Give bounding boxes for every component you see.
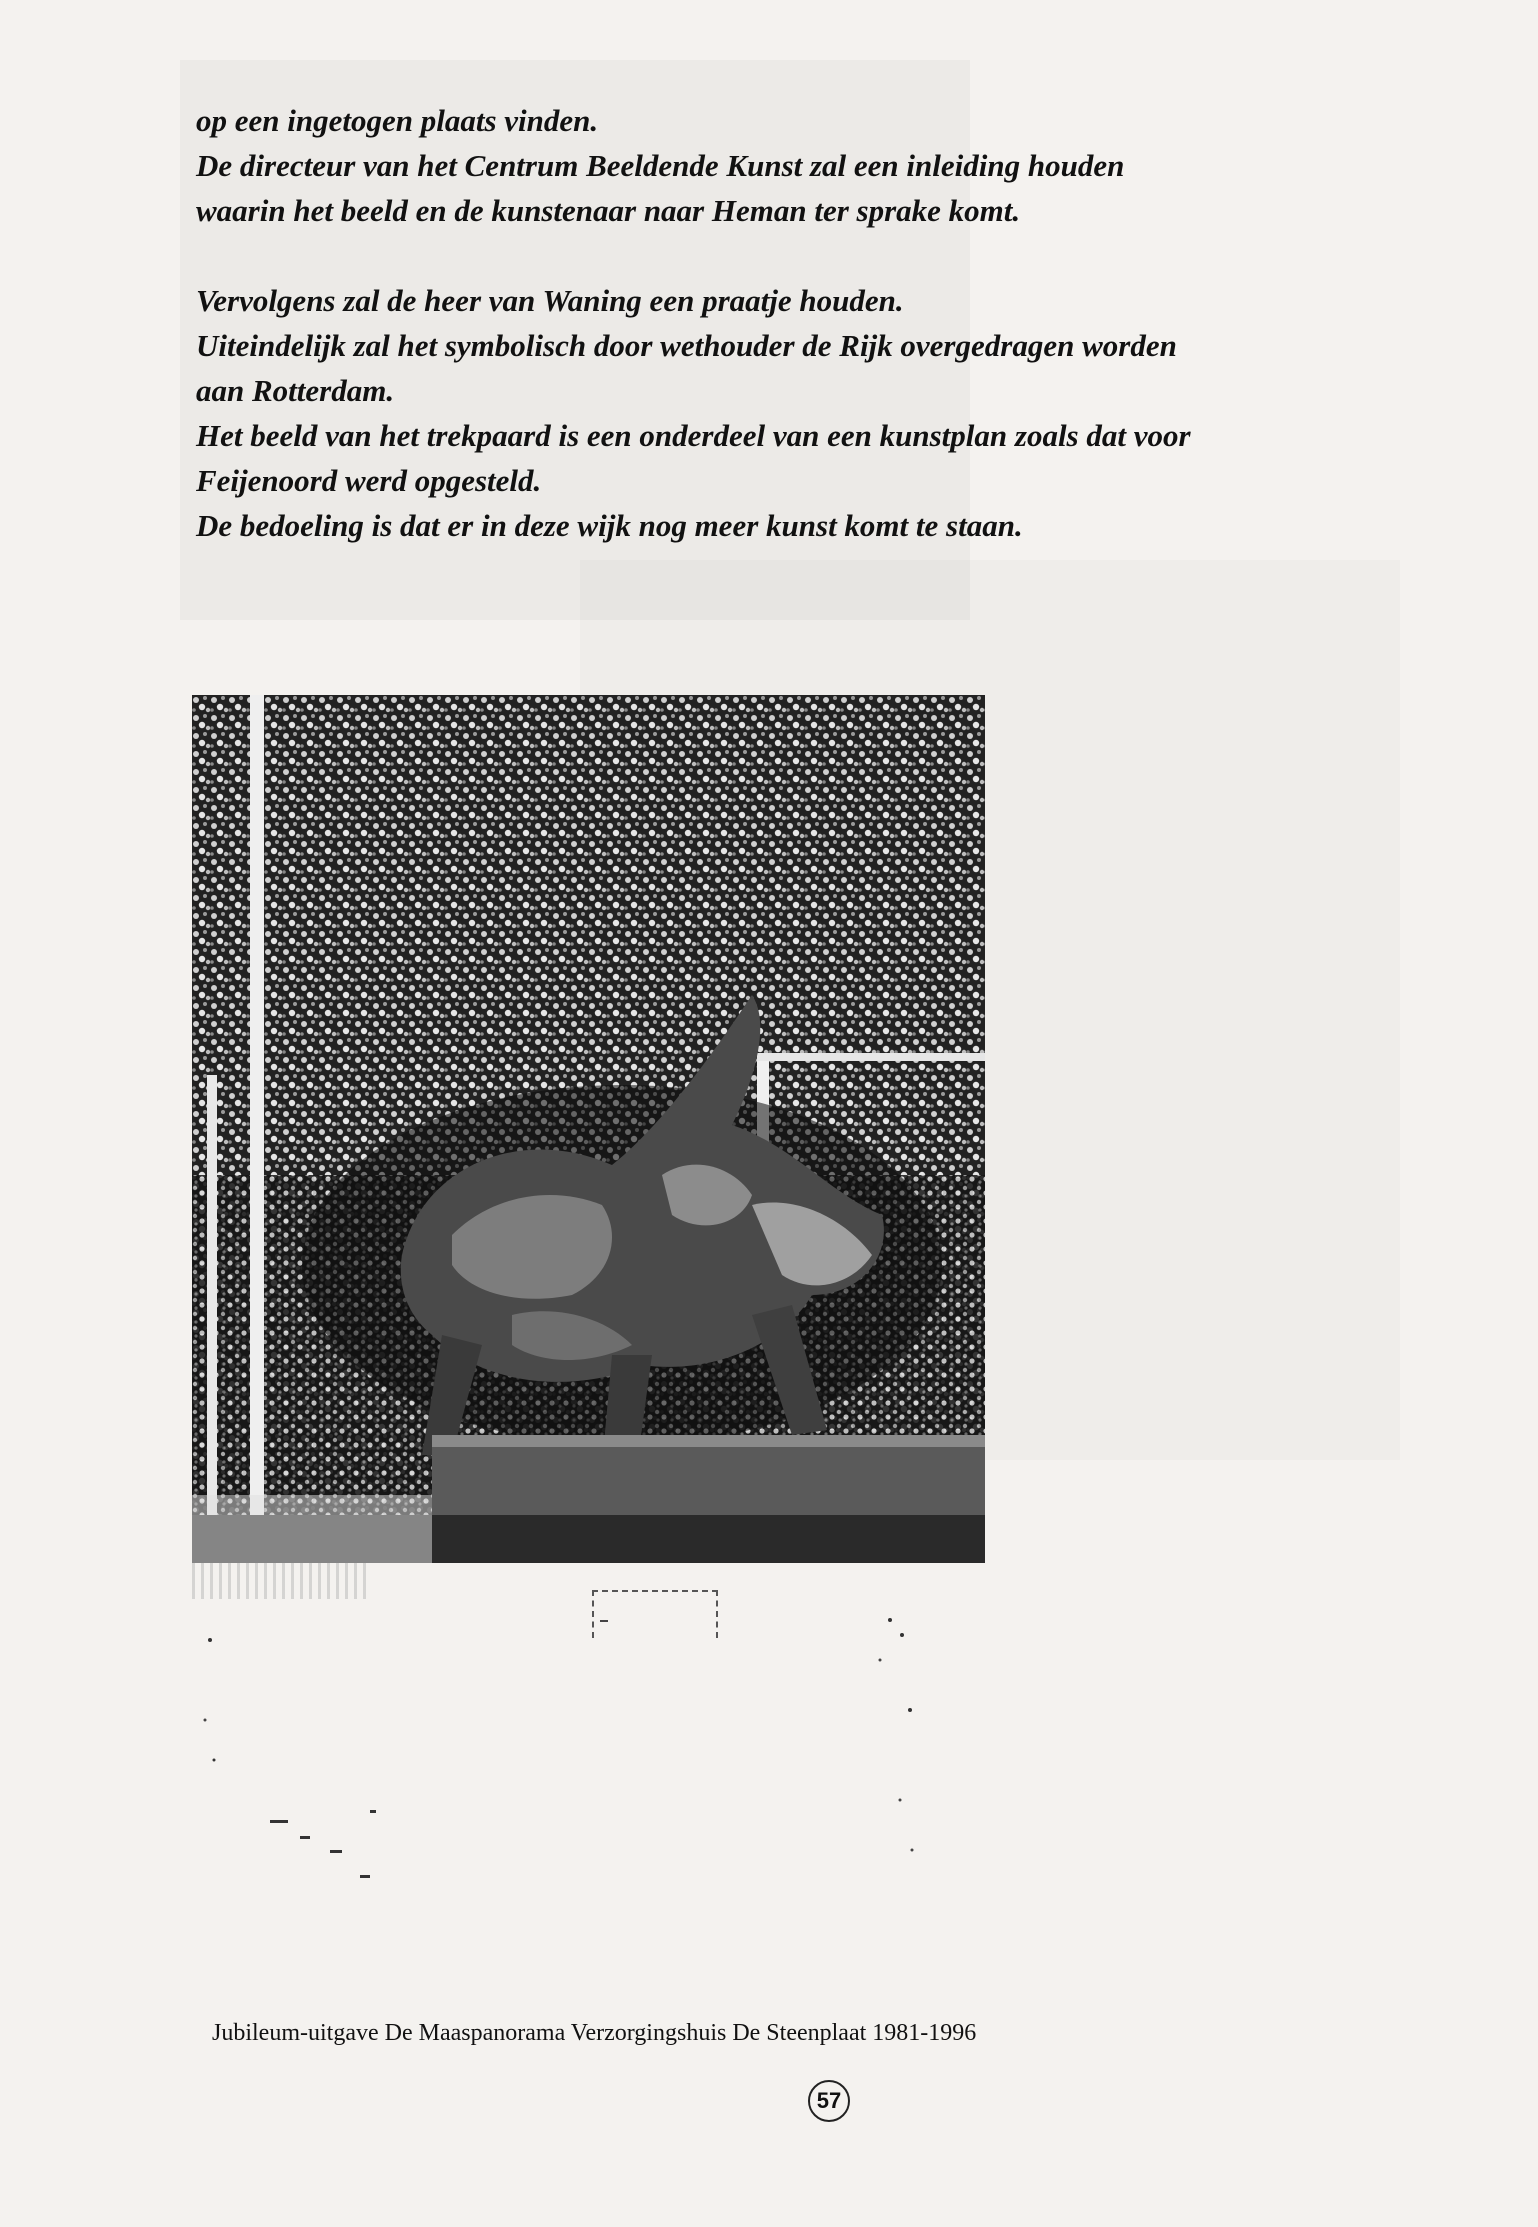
text-line: Feijenoord werd opgesteld. — [196, 463, 542, 498]
text-line: op een ingetogen plaats vinden. — [196, 103, 599, 138]
text-line: waarin het beeld en de kunstenaar naar Heman ter sprake komt. — [196, 193, 1021, 228]
horse-sculpture-photo — [192, 695, 985, 1563]
scan-speckles — [200, 1600, 940, 1900]
text-line: Uiteindelijk zal het symbolisch door wethouder de Rijk overgedragen worden — [196, 328, 1177, 363]
page-number: 57 — [808, 2080, 850, 2122]
text-line: aan Rotterdam. — [196, 373, 395, 408]
text-line: Het beeld van het trekpaard is een onderdeel van een kunstplan zoals dat voor — [196, 418, 1191, 453]
article-text — [196, 98, 1456, 548]
text-line: De directeur van het Centrum Beeldende Kunst zal een inleiding houden — [196, 148, 1125, 183]
text-line: Vervolgens zal de heer van Waning een praatje houden. — [196, 283, 904, 318]
photo-base-strip — [192, 1563, 372, 1599]
footer-caption: Jubileum-uitgave De Maaspanorama Verzorgingshuis De Steenplaat 1981-1996 — [212, 2020, 977, 2046]
text-line: De bedoeling is dat er in deze wijk nog meer kunst komt te staan. — [196, 508, 1023, 543]
